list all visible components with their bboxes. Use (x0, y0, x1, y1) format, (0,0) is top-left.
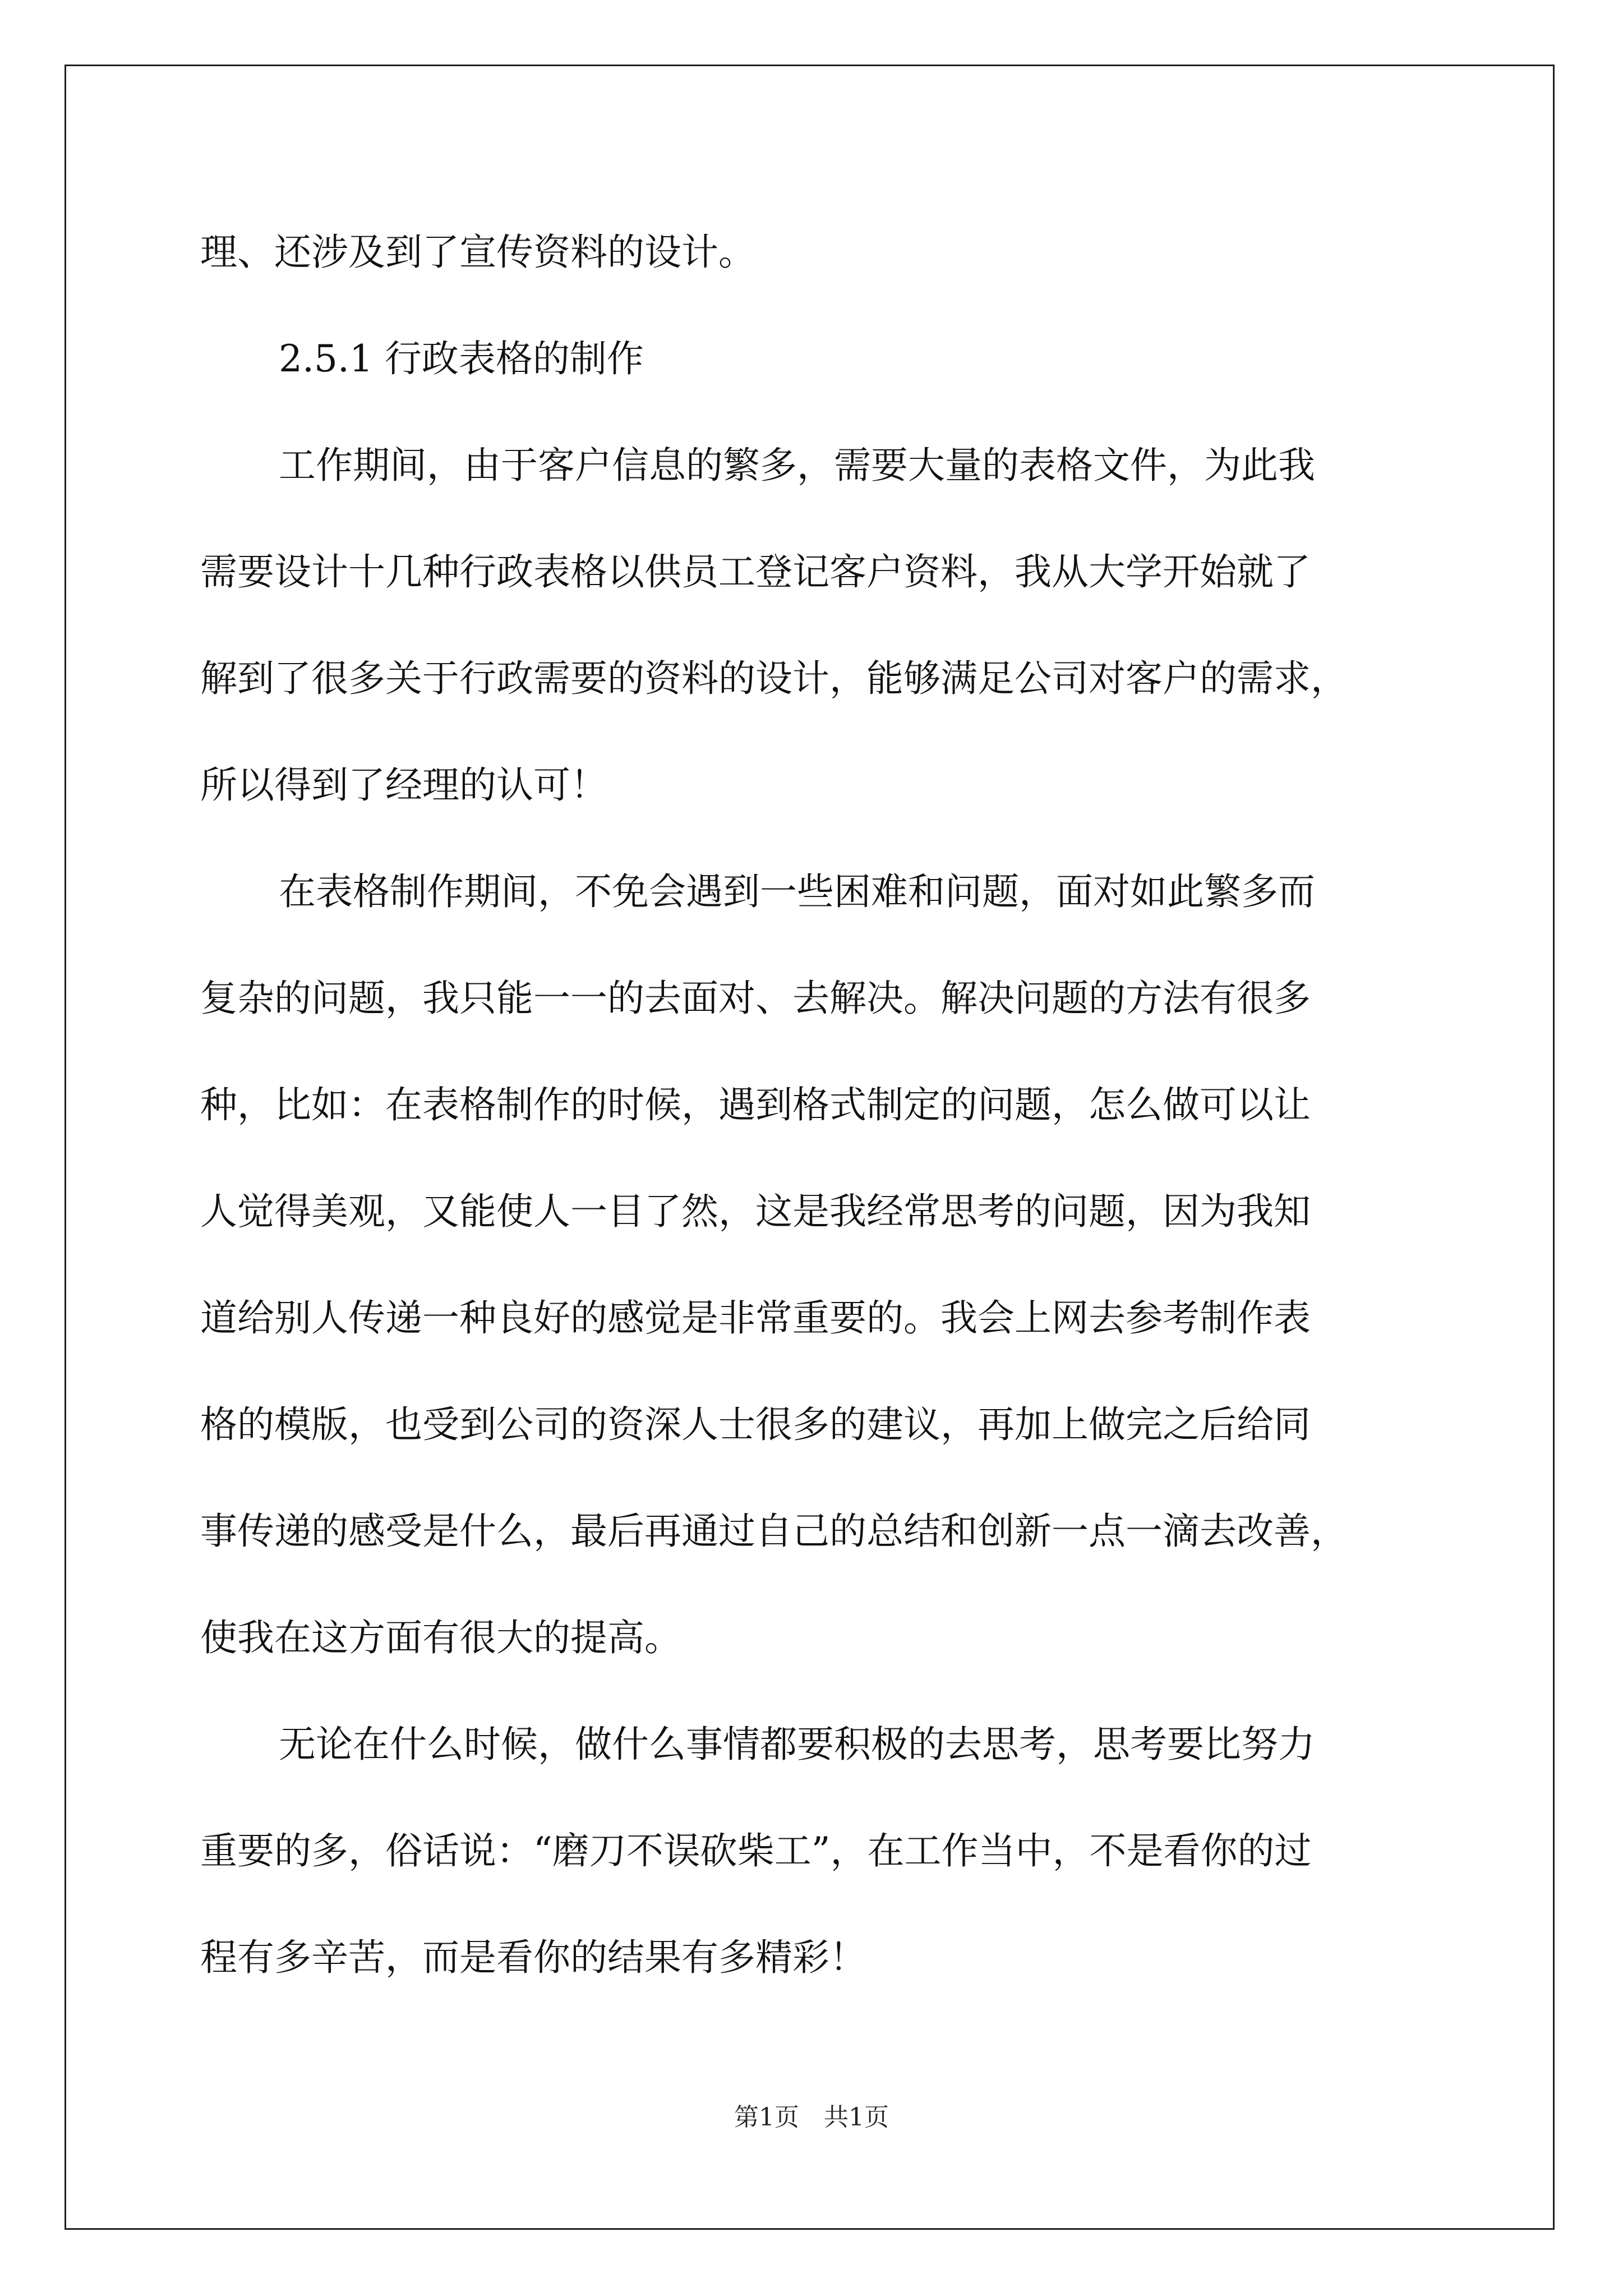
paragraph-line: 人觉得美观，又能使人一目了然，这是我经常思考的问题，因为我知 (200, 1190, 1311, 1233)
paragraph-line: 道给别人传递一种良好的感觉是非常重要的。我会上网去参考制作表 (200, 1296, 1311, 1340)
paragraph-line: 在表格制作期间，不免会遇到一些困难和问题，面对如此繁多而 (279, 870, 1315, 913)
paragraph-line: 工作期间，由于客户信息的繁多，需要大量的表格文件，为此我 (279, 444, 1315, 487)
page-border (64, 65, 1555, 2230)
paragraph-line: 无论在什么时候，做什么事情都要积极的去思考，思考要比努力 (279, 1723, 1315, 1766)
paragraph-line: 事传递的感受是什么，最后再通过自己的总结和创新一点一滴去改善， (200, 1510, 1348, 1553)
paragraph-line: 重要的多，俗话说：“磨刀不误砍柴工”，在工作当中，不是看你的过 (200, 1829, 1312, 1872)
paragraph-line: 格的模版，也受到公司的资深人士很多的建议，再加上做完之后给同 (200, 1403, 1311, 1446)
paragraph-line: 理、还涉及到了宣传资料的设计。 (200, 231, 755, 274)
paragraph-line: 种，比如：在表格制作的时候，遇到格式制定的问题，怎么做可以让 (200, 1083, 1311, 1126)
page-footer: 第1页 共1页 (734, 2103, 889, 2132)
paragraph-line: 解到了很多关于行政需要的资料的设计，能够满足公司对客户的需求， (200, 657, 1348, 700)
paragraph-line: 所以得到了经理的认可！ (200, 763, 607, 807)
section-heading: 2.5.1 行政表格的制作 (279, 337, 644, 380)
paragraph-line: 使我在这方面有很大的提高。 (200, 1616, 681, 1659)
paragraph-line: 需要设计十几种行政表格以供员工登记客户资料，我从大学开始就了 (200, 550, 1311, 593)
paragraph-line: 复杂的问题，我只能一一的去面对、去解决。解决问题的方法有很多 (200, 977, 1311, 1020)
paragraph-line: 程有多辛苦，而是看你的结果有多精彩！ (200, 1936, 866, 1979)
